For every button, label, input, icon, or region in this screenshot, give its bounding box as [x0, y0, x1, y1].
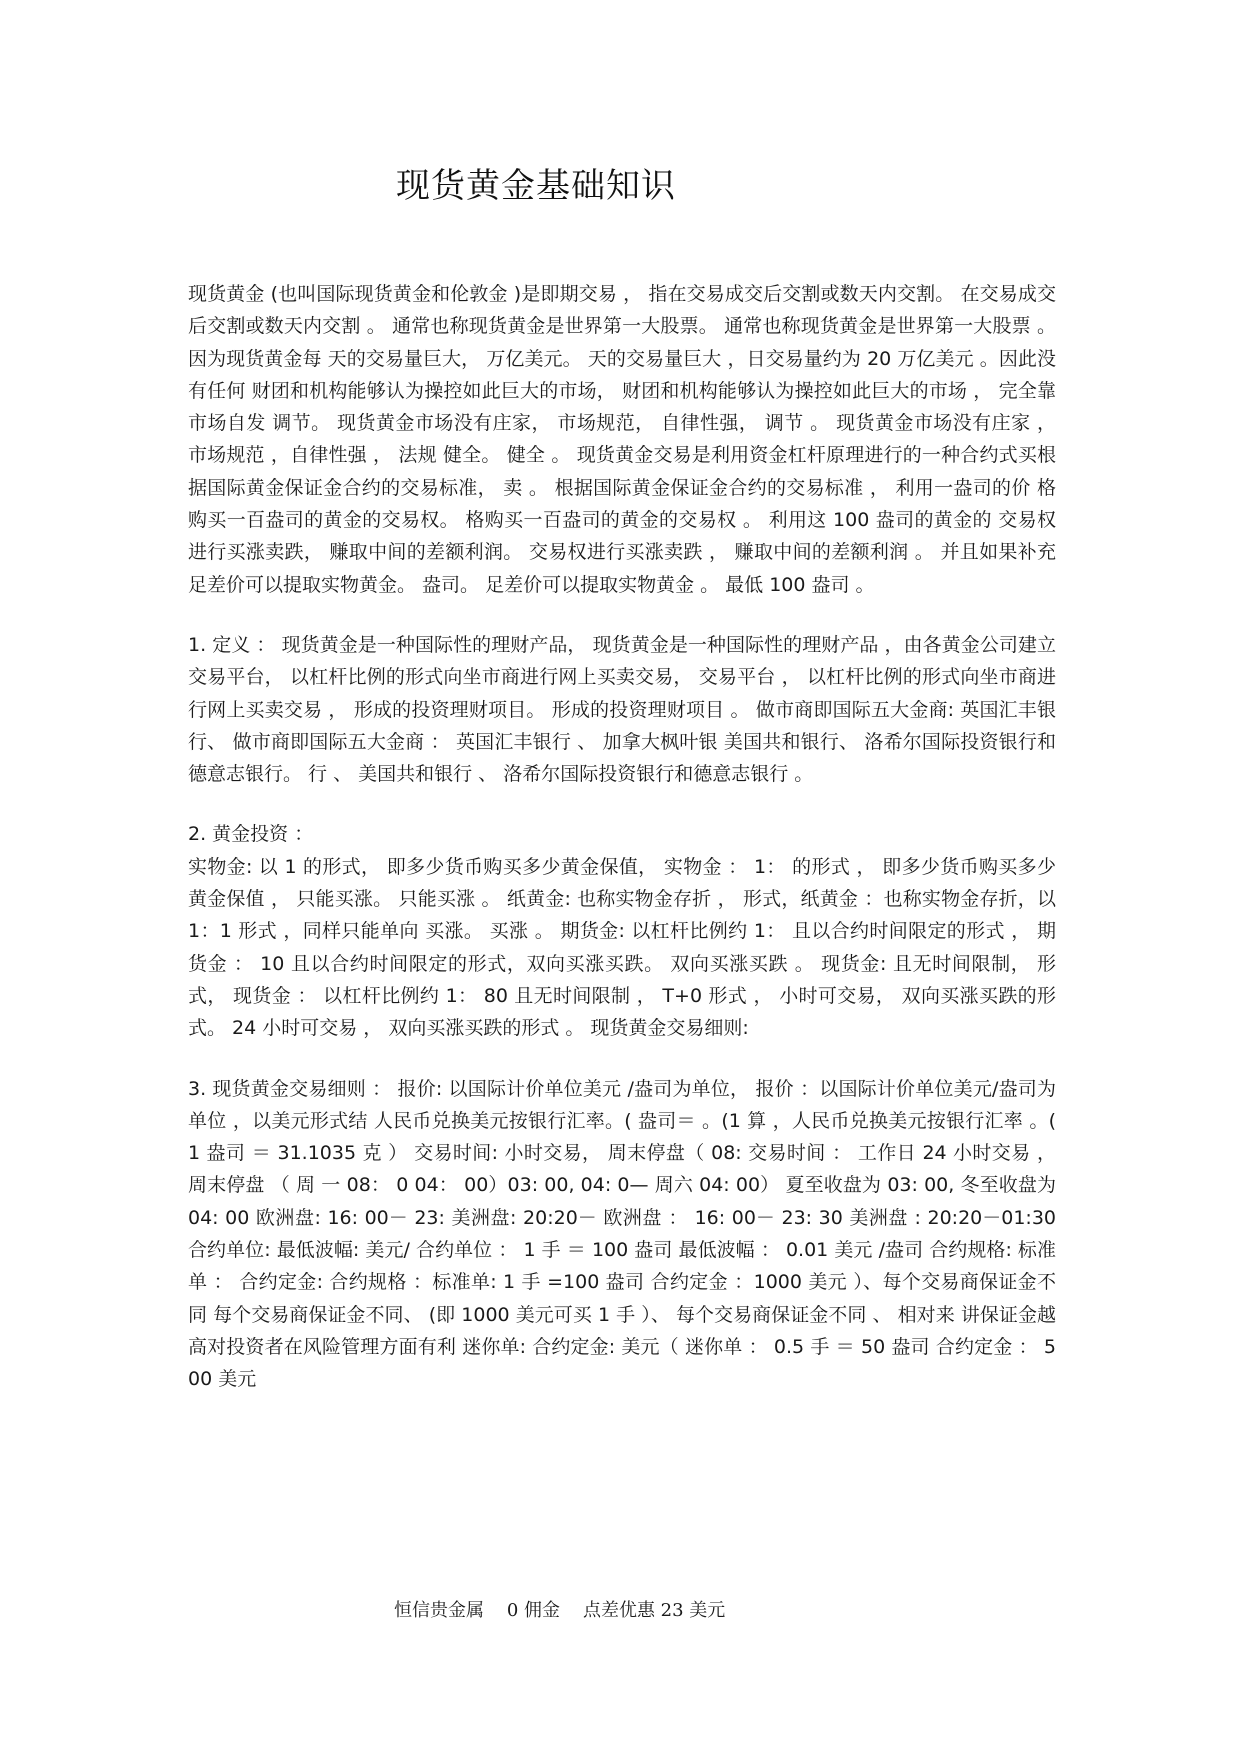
section-investment-heading: 2. 黄金投资 ：	[188, 823, 314, 846]
page-footer: 恒信贵金属 0 佣金 点差优惠 23 美元	[394, 1600, 726, 1621]
paragraph-spacer	[188, 790, 1056, 818]
page-title: 现货黄金基础知识	[396, 166, 676, 206]
section-investment-paragraph: 实物金: 以 1 的形式， 即多少货币购买多少黄金保值， 实物金 ： 1： 的形式 ， 即多少货币购买多少黄金保值 ， 只能买涨。 只能买涨 。 纸黄金: 也称实物金存折 ， 形式，纸黄金 ：也称实物金存折，以 1：1 形式 ，同样只能单向 买涨。 买涨 。 期货金: 以杠杆比例约 1： 且以合约时间限定的形式 ， 期货金 ： 10 且以合约时间限定的形式，双向买涨买跌。 双向买涨买跌 。 现货金: 且无时间限制， 形式， 现货金 ： 以杠杆比例约 1： 80 且无时间限制 ， T+0 形式 ， 小时可交易， 双向买涨买跌的形式。 24 小时可交易 ， 双向买涨买跌的形式 。 现货黄金交易细则:	[188, 855, 1056, 1040]
document-body	[188, 278, 1056, 1396]
section-definition-paragraph: 1. 定义 ： 现货黄金是一种国际性的理财产品， 现货黄金是一种国际性的理财产品 ，由各黄金公司建立 交易平台， 以杠杆比例的形式向坐市商进行网上买卖交易， 交易平台 ， 以杠杆比例的形式向坐市商进行网上买卖交易 ， 形成的投资理财项目。 形成的投资理财项目 。 做市商即国际五大金商: 英国汇丰银行、 做市商即国际五大金商 ： 英国汇丰银行 、 加拿大枫叶银 美国共和银行、 洛希尔国际投资银行和德意志银行。 行 、 美国共和银行 、 洛希尔国际投资银行和德意志银行 。	[188, 633, 1056, 786]
paragraph-spacer	[188, 1045, 1056, 1073]
paragraph-spacer	[188, 601, 1056, 629]
intro-paragraph: 现货黄金 (也叫国际现货黄金和伦敦金 )是即期交易 ， 指在交易成交后交割或数天内交割。 在交易成交后交割或数天内交割 。 通常也称现货黄金是世界第一大股票。 通常也称现货黄金是世界第一大股票 。 因为现货黄金每 天的交易量巨大， 万亿美元。 天的交易量巨大 ，日交易量约为 20 万亿美元 。因此没有任何 财团和机构能够认为操控如此巨大的市场， 财团和机构能够认为操控如此巨大的市场 ， 完全靠市场自发 调节。 现货黄金市场没有庄家， 市场规范， 自律性强， 调节 。 现货黄金市场没有庄家 ， 市场规范 ，自律性强 ， 法规 健全。 健全 。 现货黄金交易是利用资金杠杆原理进行的一种合约式买根据国际黄金保证金合约的交易标准， 卖 。 根据国际黄金保证金合约的交易标准 ， 利用一盎司的价 格购买一百盎司的黄金的交易权。 格购买一百盎司的黄金的交易权 。 利用这 100 盎司的黄金的 交易权进行买涨卖跌， 赚取中间的差额利润。 交易权进行买涨卖跌 ， 赚取中间的差额利润 。 并且如果补充 足差价可以提取实物黄金。 盎司。 足差价可以提取实物黄金 。 最低 100 盎司 。	[188, 283, 1056, 596]
section-trading-rules-paragraph: 3. 现货黄金交易细则 ： 报价: 以国际计价单位美元 /盎司为单位， 报价 ：以国际计价单位美元/盎司为单位 ，以美元形式结 人民币兑换美元按银行汇率。( 盎司＝ 。(1 算 ，人民币兑换美元按银行汇率 。( 1 盎司 ＝ 31.1035 克 ） 交易时间: 小时交易， 周末停盘（ 08: 交易时间 ： 工作日 24 小时交易 ， 周末停盘 （ 周 一 08： 0 04： 00）03: 00, 04: 0— 周六 04: 00） 夏至收盘为 03: 00, 冬至收盘为 04: 00 欧洲盘: 16: 00－ 23: 美洲盘: 20:20－ 欧洲盘 ： 16: 00－ 23: 30 美洲盘 : 20:20－01:30 合约单位: 最低波幅: 美元/ 合约单位 ： 1 手 ＝ 100 盎司 最低波幅 ： 0.01 美元 /盎司 合约规格: 标准单 ： 合约定金: 合约规格 ：标准单: 1 手 =100 盎司 合约定金 ：1000 美元 ）、每个交易商保证金不同 每个交易商保证金不同、 (即 1000 美元可买 1 手 ）、 每个交易商保证金不同 、 相对来 讲保证金越高对投资者在风险管理方面有利 迷你单: 合约定金: 美元（ 迷你单 ： 0.5 手 ＝ 50 盎司 合约定金 ： 500 美元	[188, 1077, 1056, 1391]
